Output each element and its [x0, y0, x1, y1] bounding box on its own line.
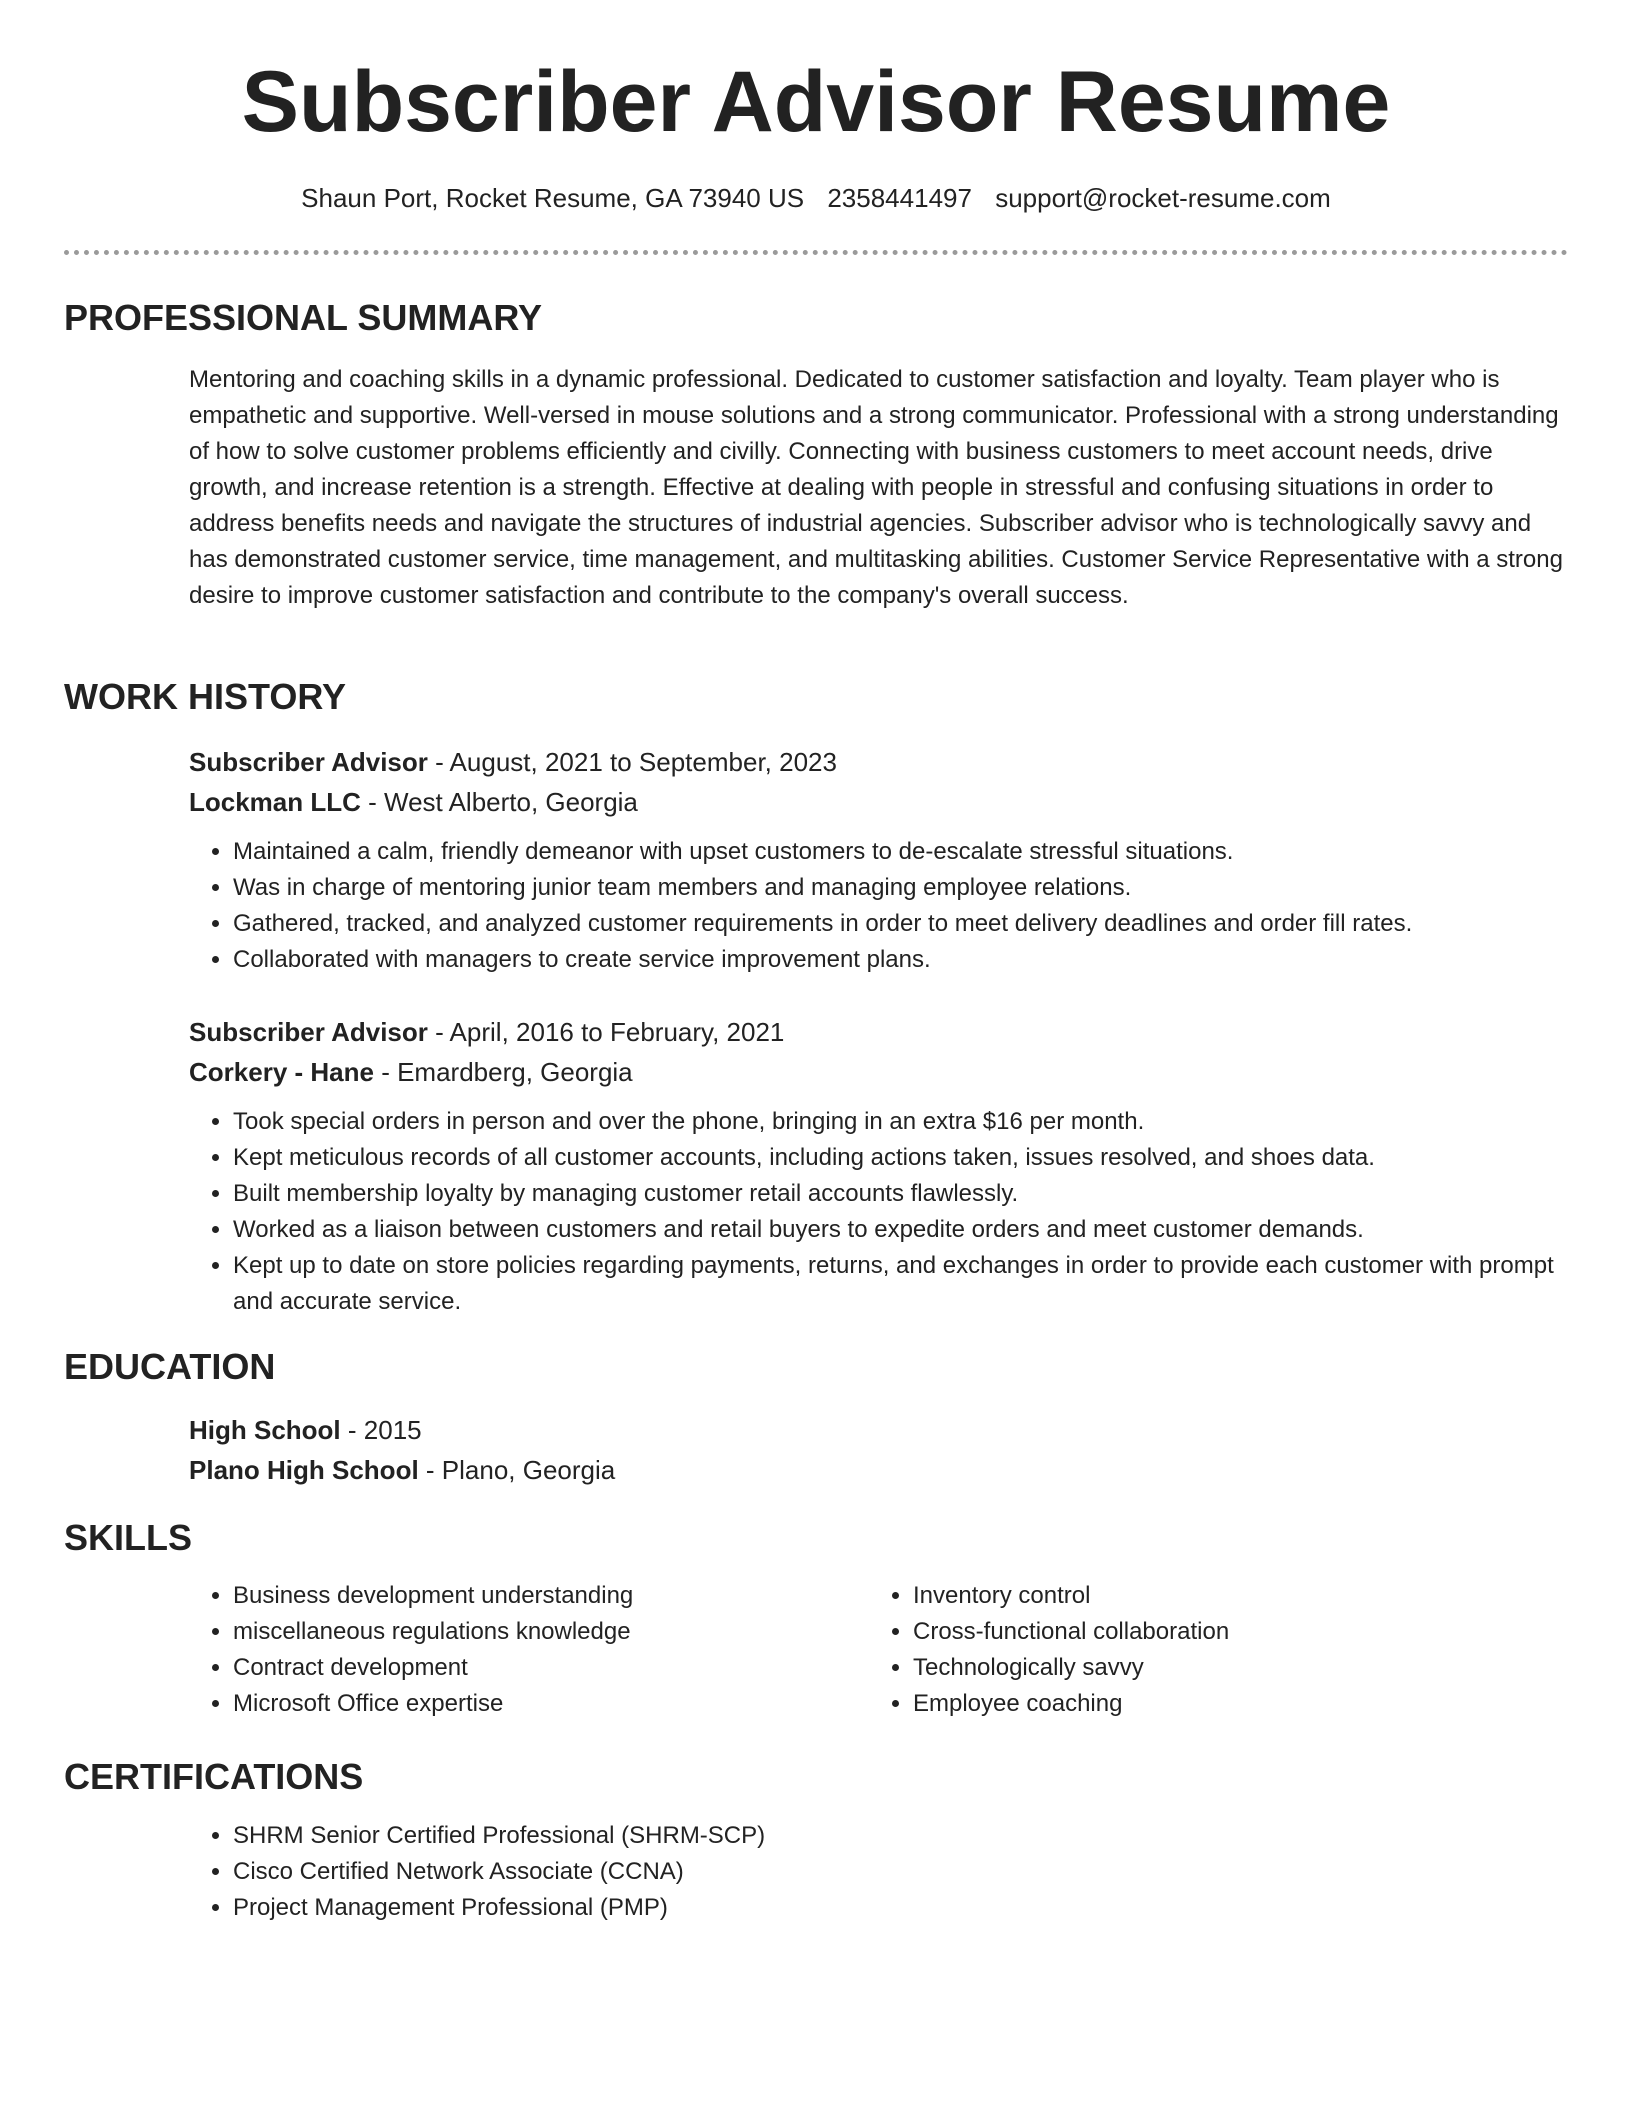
- work-history-heading: WORK HISTORY: [64, 676, 347, 717]
- contact-address: Shaun Port, Rocket Resume, GA 73940 US: [301, 183, 805, 213]
- list-item: • Took special orders in person and over the phone, bringing in an extra $16 per month.: [233, 1104, 1569, 1140]
- list-item: • Microsoft Office expertise: [233, 1686, 869, 1722]
- list-item: • Worked as a liaison between customers and retail buyers to expedite orders and meet customer demands.: [233, 1212, 1569, 1248]
- education-degree-line: [189, 1410, 1569, 1450]
- summary-section: [189, 362, 1569, 614]
- contact-line: [0, 180, 1632, 216]
- job-dates: - April, 2016 to February, 2021: [427, 1017, 785, 1047]
- list-item: • Cisco Certified Network Associate (CCNA): [233, 1854, 1569, 1890]
- job-location: - West Alberto, Georgia: [360, 787, 638, 817]
- education-section: [189, 1410, 1569, 1490]
- job-role: Subscriber Advisor: [189, 1017, 428, 1047]
- contact-email: support@rocket-resume.com: [995, 183, 1331, 213]
- list-item: • miscellaneous regulations knowledge: [233, 1614, 869, 1650]
- education-school-line: [189, 1450, 1569, 1490]
- list-item: • Inventory control: [913, 1578, 1549, 1614]
- certifications-heading: CERTIFICATIONS: [64, 1756, 364, 1797]
- list-item: • Gathered, tracked, and analyzed customer requirements in order to meet delivery deadlines and order fill rates.: [233, 906, 1569, 942]
- education-degree: High School: [189, 1415, 341, 1445]
- summary-text: Mentoring and coaching skills in a dynamic professional. Dedicated to customer satisfaction and loyalty. Team player who is empathetic and supportive. Well-versed in mouse solutions and a strong communicator. Professional with a strong understanding of how to solve customer problems efficiently and civilly. Connecting with business customers to meet account needs, drive growth, and increase retention is a strength. Effective at dealing with people in stressful and confusing situations in order to address benefits needs and navigate the structures of industrial agencies. Subscriber advisor who is technologically savvy and has demonstrated customer service, time management, and multitasking abilities. Customer Service Representative with a strong desire to improve customer satisfaction and contribute to the company's overall success.: [189, 366, 1563, 609]
- skills-column-right: [869, 1578, 1549, 1722]
- list-item: • Kept meticulous records of all customer accounts, including actions taken, issues resolved, and shoes data.: [233, 1140, 1569, 1176]
- certifications-list: [189, 1818, 1569, 1926]
- education-year: - 2015: [340, 1415, 422, 1445]
- skills-column-left: [189, 1578, 869, 1722]
- summary-heading: PROFESSIONAL SUMMARY: [64, 297, 543, 338]
- job-company-line: [189, 782, 1569, 822]
- job-company: Corkery - Hane: [189, 1057, 374, 1087]
- job-location: - Emardberg, Georgia: [373, 1057, 633, 1087]
- list-item: • Technologically savvy: [913, 1650, 1549, 1686]
- skills-list-left: [189, 1578, 869, 1722]
- job-title-line: [189, 1012, 1569, 1052]
- skills-list-right: [869, 1578, 1549, 1722]
- job-company: Lockman LLC: [189, 787, 361, 817]
- resume-title: Subscriber Advisor Resume: [241, 54, 1391, 150]
- job-bullets: [189, 1104, 1569, 1320]
- list-item: • Employee coaching: [913, 1686, 1549, 1722]
- list-item: • Business development understanding: [233, 1578, 869, 1614]
- job-dates: - August, 2021 to September, 2023: [427, 747, 837, 777]
- list-item: • Was in charge of mentoring junior team members and managing employee relations.: [233, 870, 1569, 906]
- list-item: • Project Management Professional (PMP): [233, 1890, 1569, 1926]
- job-title-line: [189, 742, 1569, 782]
- contact-phone: 2358441497: [827, 183, 972, 213]
- skills-section: [189, 1578, 1569, 1722]
- job-entry: [189, 742, 1569, 978]
- job-entry: [189, 1012, 1569, 1320]
- list-item: • Maintained a calm, friendly demeanor with upset customers to de-escalate stressful situations.: [233, 834, 1569, 870]
- list-item: • Kept up to date on store policies regarding payments, returns, and exchanges in order to provide each customer with prompt and accurate service.: [233, 1248, 1569, 1320]
- skills-grid: [189, 1578, 1569, 1722]
- education-location: - Plano, Georgia: [418, 1455, 616, 1485]
- list-item: • Contract development: [233, 1650, 869, 1686]
- list-item: • Cross-functional collaboration: [913, 1614, 1549, 1650]
- list-item: • Collaborated with managers to create service improvement plans.: [233, 942, 1569, 978]
- list-item: • Built membership loyalty by managing customer retail accounts flawlessly.: [233, 1176, 1569, 1212]
- job-company-line: [189, 1052, 1569, 1092]
- job-role: Subscriber Advisor: [189, 747, 428, 777]
- header-divider: [64, 250, 1568, 255]
- certifications-section: [189, 1818, 1569, 1926]
- list-item: • SHRM Senior Certified Professional (SHRM-SCP): [233, 1818, 1569, 1854]
- education-school: Plano High School: [189, 1455, 419, 1485]
- skills-heading: SKILLS: [64, 1517, 193, 1558]
- job-bullets: [189, 834, 1569, 978]
- education-heading: EDUCATION: [64, 1346, 276, 1387]
